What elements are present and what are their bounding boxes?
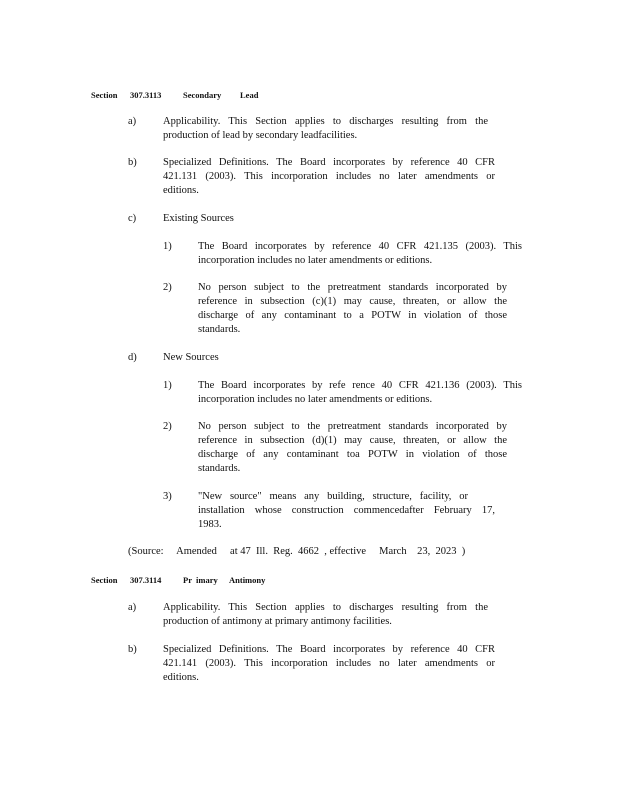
section-title-part: Secondary (183, 90, 222, 100)
section-number: 307.3114 (130, 575, 162, 585)
section-title-part: Lead (240, 90, 259, 100)
subitem-label: 2) (163, 282, 172, 293)
text-line: 421.141 (2003). This incorporation includes no later amendments or (163, 658, 495, 669)
text-line: Specialized Definitions. The Board incorporates by reference 40 CFR (163, 644, 495, 655)
section-word: Section (91, 90, 118, 100)
text-line: No person subject to the pretreatment standards incorporated by (198, 282, 507, 293)
item-label: a) (128, 602, 137, 613)
item-label: c) (128, 213, 137, 224)
text-line: discharge of any contaminant toa POTW in violation of those (198, 449, 507, 460)
item-label: b) (128, 157, 137, 168)
subitem-label: 1) (163, 241, 172, 252)
paragraph (198, 379, 522, 407)
text-line: 1983. (198, 519, 222, 530)
paragraph (163, 601, 488, 629)
text-line: The Board incorporates by reference 40 CFR 421.135 (2003). This (198, 241, 522, 252)
section-word: Section (91, 575, 118, 585)
text-line: Applicability. This Section applies to discharges resulting from the (163, 116, 488, 127)
text-line: installation whose construction commencedafter February 17, (198, 505, 495, 516)
paragraph (198, 490, 495, 532)
paragraph (163, 115, 488, 143)
paragraph (163, 643, 495, 685)
text-line: The Board incorporates by refe rence 40 CFR 421.136 (2003). This (198, 380, 522, 391)
item-label: b) (128, 644, 137, 655)
text-line: reference in subsection (d)(1) may cause, threaten, or allow the (198, 435, 507, 446)
item-label: a) (128, 116, 137, 127)
text-line: production of lead by secondary leadfacilities. (163, 130, 358, 141)
text-line: incorporation includes no later amendments or editions. (198, 394, 433, 405)
subitem-label: 1) (163, 380, 172, 391)
text-line: editions. (163, 185, 199, 196)
text-line: Specialized Definitions. The Board incorporates by reference 40 CFR (163, 157, 495, 168)
subitem-label: 2) (163, 421, 172, 432)
text-line: 421.131 (2003). This incorporation includes no later amendments or (163, 171, 495, 182)
text-line: standards. (198, 324, 241, 335)
text-line: standards. (198, 463, 241, 474)
paragraph (198, 420, 507, 476)
item-label: d) (128, 352, 137, 363)
source-note: (Source: Amended at 47 Ill. Reg. 4662 , effective March 23, 2023 ) (128, 546, 466, 557)
paragraph (198, 281, 507, 337)
paragraph (198, 240, 522, 268)
text-line: Applicability. This Section applies to discharges resulting from the (163, 602, 488, 613)
subitem-label: 3) (163, 491, 172, 502)
subheading: New Sources (163, 352, 219, 363)
section-title-part: Antimony (229, 575, 266, 585)
paragraph (163, 156, 495, 198)
text-line: editions. (163, 672, 199, 683)
text-line: "New source" means any building, structure, facility, or (198, 491, 468, 502)
text-line: production of antimony at primary antimony facilities. (163, 616, 392, 627)
subheading: Existing Sources (163, 213, 234, 224)
text-line: discharge of any contaminant to a POTW in violation of those (198, 310, 507, 321)
section-number: 307.3113 (130, 90, 162, 100)
section-title-part: Pr imary (183, 575, 218, 585)
text-line: No person subject to the pretreatment standards incorporated by (198, 421, 507, 432)
paragraph (163, 351, 219, 365)
text-line: incorporation includes no later amendments or editions. (198, 255, 433, 266)
text-line: reference in subsection (c)(1) may cause, threaten, or allow the (198, 296, 507, 307)
paragraph (163, 212, 234, 226)
